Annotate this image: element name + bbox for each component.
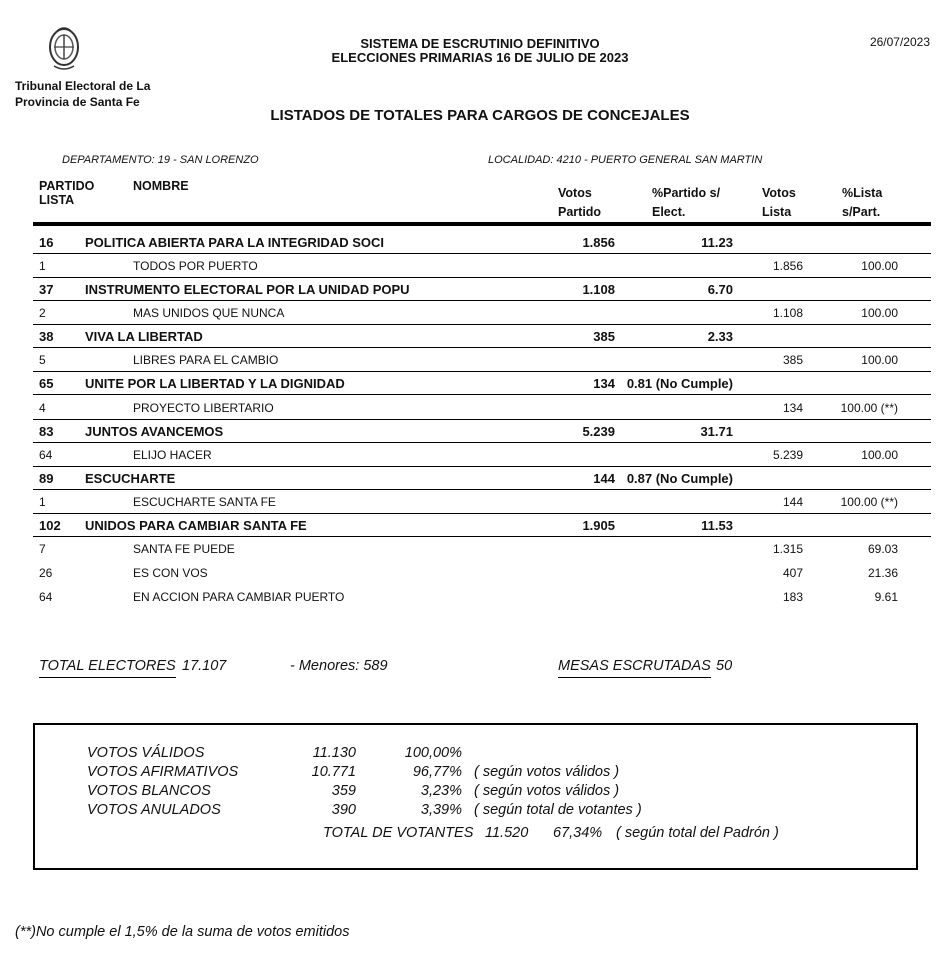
party-votes: 144 <box>593 471 615 486</box>
valid-votes-label: VOTOS VÁLIDOS <box>87 745 205 761</box>
list-row <box>33 561 931 584</box>
list-code: 26 <box>39 566 53 580</box>
party-pct: 0.81 (No Cumple) <box>626 376 733 391</box>
null-votes-value: 390 <box>331 802 356 818</box>
party-code: 83 <box>39 424 54 439</box>
party-row <box>33 230 931 254</box>
minors-count: - Menores: 589 <box>290 658 388 674</box>
party-row <box>33 513 931 537</box>
party-code: 89 <box>39 471 54 486</box>
party-pct: 31.71 <box>700 424 733 439</box>
party-name: ESCUCHARTE <box>85 471 176 486</box>
list-votes: 144 <box>782 495 803 509</box>
list-votes: 1.108 <box>772 306 803 320</box>
list-name: ESCUCHARTE SANTA FE <box>133 495 276 509</box>
party-code: 65 <box>39 376 54 391</box>
list-votes: 134 <box>782 401 803 415</box>
column-header-votes-party-line2: Partido <box>558 205 602 219</box>
list-code: 4 <box>39 401 46 415</box>
organization-line1: Tribunal Electoral de La <box>15 79 151 93</box>
list-pct: 21.36 <box>867 566 898 580</box>
column-header-votes-list-line2: Lista <box>762 205 792 219</box>
list-row <box>33 301 931 325</box>
list-name: PROYECTO LIBERTARIO <box>133 401 274 415</box>
total-voters-value: 11.520 <box>485 825 529 841</box>
election-title: ELECCIONES PRIMARIAS 16 DE JULIO DE 2023 <box>331 50 629 65</box>
blank-votes-value: 359 <box>331 783 356 799</box>
party-row <box>33 324 931 348</box>
list-row <box>33 348 931 372</box>
list-votes: 183 <box>782 590 803 604</box>
party-code: 38 <box>39 329 54 344</box>
list-row <box>33 537 931 560</box>
column-header-name: NOMBRE <box>133 179 189 193</box>
blank-votes-note: ( según votos válidos ) <box>474 783 620 799</box>
provincial-seal-icon <box>46 26 82 72</box>
null-votes-note: ( según total de votantes ) <box>474 802 642 818</box>
party-code: 16 <box>39 235 54 250</box>
affirmative-votes-label: VOTOS AFIRMATIVOS <box>87 764 239 780</box>
party-votes: 1.856 <box>582 235 615 250</box>
party-code: 102 <box>39 518 61 533</box>
list-row <box>33 443 931 467</box>
locality-label: LOCALIDAD: 4210 - PUERTO GENERAL SAN MARTIN <box>488 154 763 166</box>
total-electors-label: TOTAL ELECTORES <box>39 658 176 678</box>
list-pct: 100.00 (**) <box>840 495 898 509</box>
column-header-pct-party-line2: Elect. <box>652 205 686 219</box>
party-pct: 0.87 (No Cumple) <box>626 471 733 486</box>
party-pct: 11.53 <box>701 518 733 533</box>
column-header-votes-party-line1: Votos <box>558 186 592 200</box>
null-votes-pct: 3,39% <box>420 802 462 818</box>
list-pct: 100.00 <box>861 259 898 273</box>
list-code: 1 <box>39 259 46 273</box>
party-votes: 1.108 <box>582 282 615 297</box>
report-date: 26/07/2023 <box>869 35 930 49</box>
list-name: ELIJO HACER <box>133 448 212 462</box>
column-header-pct-list-line1: %Lista <box>842 186 883 200</box>
party-name: VIVA LA LIBERTAD <box>85 329 203 344</box>
system-title <box>280 37 680 65</box>
list-votes: 1.856 <box>772 259 803 273</box>
blank-votes-label: VOTOS BLANCOS <box>87 783 211 799</box>
blank-votes-pct: 3,23% <box>420 783 462 799</box>
list-code: 64 <box>39 590 53 604</box>
list-code: 7 <box>39 542 46 556</box>
party-code: 37 <box>39 282 54 297</box>
column-header-votes-list <box>762 184 796 222</box>
list-votes: 5.239 <box>772 448 803 462</box>
total-electors-value: 17.107 <box>182 658 227 674</box>
organization-line2: Provincia de Santa Fe <box>15 95 140 109</box>
list-pct: 100.00 (**) <box>840 401 898 415</box>
list-votes: 1.315 <box>772 542 803 556</box>
organization-name <box>15 78 165 110</box>
list-row <box>33 254 931 278</box>
listing-title: LISTADOS DE TOTALES PARA CARGOS DE CONCEJALES <box>270 107 690 124</box>
total-voters-label: TOTAL DE VOTANTES <box>323 825 474 841</box>
list-code: 5 <box>39 353 46 367</box>
list-row <box>33 396 931 420</box>
list-code: 1 <box>39 495 46 509</box>
column-header-pct-list <box>842 184 882 222</box>
party-name: POLITICA ABIERTA PARA LA INTEGRIDAD SOCI <box>85 235 384 250</box>
list-pct: 100.00 <box>861 353 898 367</box>
list-name: LIBRES PARA EL CAMBIO <box>133 353 279 367</box>
tables-scrutinized-label: MESAS ESCRUTADAS <box>558 658 711 678</box>
tables-scrutinized-value: 50 <box>716 658 733 674</box>
party-votes: 385 <box>593 329 615 344</box>
list-name: TODOS POR PUERTO <box>133 259 258 273</box>
column-header-pct-party <box>652 184 720 222</box>
list-votes: 385 <box>782 353 803 367</box>
list-row <box>33 585 931 608</box>
list-name: MAS UNIDOS QUE NUNCA <box>133 306 285 320</box>
column-header-pct-list-line2: s/Part. <box>842 205 881 219</box>
header-divider <box>33 222 931 226</box>
system-title-line: SISTEMA DE ESCRUTINIO DEFINITIVO <box>360 36 600 51</box>
list-code: 64 <box>39 448 53 462</box>
valid-votes-pct: 100,00% <box>404 745 462 761</box>
column-header-votes-party <box>558 184 601 222</box>
affirmative-votes-value: 10.771 <box>311 764 356 780</box>
column-header-votes-list-line1: Votos <box>762 186 796 200</box>
party-pct: 11.23 <box>701 235 733 250</box>
party-pct: 6.70 <box>707 282 733 297</box>
null-votes-label: VOTOS ANULADOS <box>87 802 221 818</box>
valid-votes-value: 11.130 <box>312 745 356 761</box>
party-row <box>33 466 931 490</box>
list-pct: 100.00 <box>861 448 898 462</box>
total-voters-pct: 67,34% <box>553 825 603 841</box>
party-name: JUNTOS AVANCEMOS <box>85 424 224 439</box>
department-label: DEPARTAMENTO: 19 - SAN LORENZO <box>62 154 259 166</box>
party-name: UNITE POR LA LIBERTAD Y LA DIGNIDAD <box>85 376 345 391</box>
list-row <box>33 490 931 514</box>
party-row <box>33 419 931 443</box>
party-votes: 1.905 <box>582 518 615 533</box>
party-row <box>33 277 931 301</box>
party-votes: 134 <box>593 376 615 391</box>
list-code: 2 <box>39 306 46 320</box>
party-votes: 5.239 <box>582 424 615 439</box>
list-name: ES CON VOS <box>133 566 208 580</box>
affirmative-votes-note: ( según votos válidos ) <box>474 764 620 780</box>
list-name: EN ACCION PARA CAMBIAR PUERTO <box>133 590 345 604</box>
votes-summary-box <box>33 723 918 870</box>
affirmative-votes-pct: 96,77% <box>412 764 462 780</box>
column-header-pct-party-line1: %Partido s/ <box>652 186 721 200</box>
party-name: UNIDOS PARA CAMBIAR SANTA FE <box>85 518 307 533</box>
column-header-party <box>39 179 94 207</box>
column-header-party-line1: PARTIDO <box>39 179 95 193</box>
party-row <box>33 371 931 395</box>
party-pct: 2.33 <box>707 329 733 344</box>
party-name: INSTRUMENTO ELECTORAL POR LA UNIDAD POPU <box>85 282 410 297</box>
column-header-party-line2: LISTA <box>39 193 75 207</box>
list-pct: 9.61 <box>874 590 898 604</box>
list-votes: 407 <box>782 566 803 580</box>
total-voters-note: ( según total del Padrón ) <box>616 825 779 841</box>
list-pct: 100.00 <box>861 306 898 320</box>
list-name: SANTA FE PUEDE <box>133 542 235 556</box>
list-pct: 69.03 <box>867 542 898 556</box>
footnote: (**)No cumple el 1,5% de la suma de votos emitidos <box>15 924 350 940</box>
